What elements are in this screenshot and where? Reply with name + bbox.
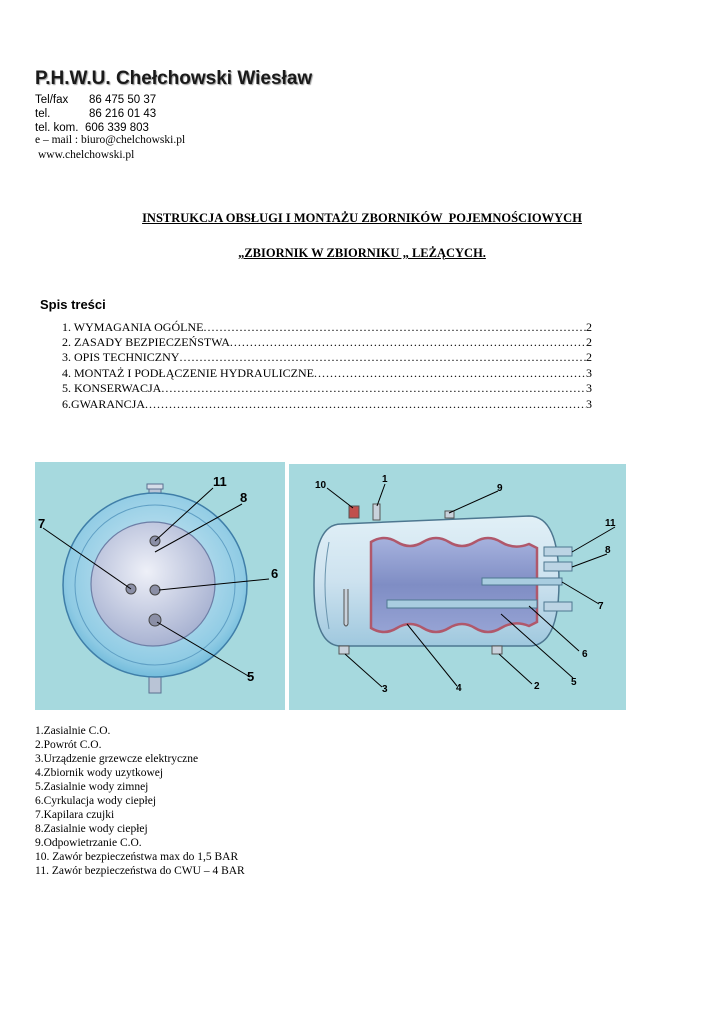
toc-entry[interactable] xyxy=(62,366,592,381)
contact-row-telfax xyxy=(35,93,156,107)
toc-entry-label: 2. ZASADY BEZPIECZEŃSTWA xyxy=(62,335,230,349)
website-link[interactable]: www.chelchowski.pl xyxy=(38,149,135,161)
heater-element xyxy=(344,589,348,626)
legend-item: 2.Powrót C.O. xyxy=(35,739,102,751)
foot xyxy=(492,646,502,654)
legend-item: 10. Zawór bezpieczeństwa max do 1,5 BAR xyxy=(35,851,239,863)
safety-valve xyxy=(349,506,359,518)
inner-pipe xyxy=(387,600,537,608)
tank-section-diagram xyxy=(289,464,626,710)
callout-1: 1 xyxy=(382,474,388,485)
contact-label: tel. kom. xyxy=(35,122,79,134)
email-line[interactable]: e – mail : biuro@chelchowski.pl xyxy=(35,134,186,146)
outlet-pipe xyxy=(544,547,572,556)
document-title: INSTRUKCJA OBSŁUGI I MONTAŻU ZBORNIKÓW POJEMNOŚCIOWYCH xyxy=(142,211,582,225)
callout-5: 5 xyxy=(247,669,255,684)
inner-pipe xyxy=(482,578,562,585)
company-name: P.H.W.U. Chełchowski Wiesław xyxy=(35,68,313,89)
tank-front-diagram xyxy=(35,462,285,710)
foot xyxy=(339,646,349,654)
toc-page-number: 3 xyxy=(586,397,592,411)
toc-leader xyxy=(203,320,586,335)
top-fitting xyxy=(373,504,380,520)
vent-fitting xyxy=(445,511,454,518)
callout-7: 7 xyxy=(38,516,46,531)
toc-entry-label: 3. OPIS TECHNICZNY xyxy=(62,350,180,364)
toc-entry-label: 6.GWARANCJA xyxy=(62,397,146,411)
toc-leader xyxy=(179,350,586,365)
legend-item: 5.Zasialnie wody zimnej xyxy=(35,781,149,793)
connection-hole xyxy=(149,614,161,626)
legend-item: 9.Odpowietrzanie C.O. xyxy=(35,837,142,849)
contact-row-tel xyxy=(35,107,156,121)
callout-6: 6 xyxy=(271,566,279,581)
contact-label: tel. xyxy=(35,108,51,120)
toc-entry[interactable] xyxy=(62,397,592,412)
outlet-pipe xyxy=(544,602,572,611)
callout-2: 2 xyxy=(534,681,540,692)
document-subtitle: „ZBIORNIK W ZBIORNIKU „ LEŻĄCYCH. xyxy=(238,246,486,260)
legend-item: 8.Zasialnie wody ciepłej xyxy=(35,823,148,835)
toc-entry[interactable] xyxy=(62,381,592,396)
figure-front-view xyxy=(35,462,285,710)
callout-3: 3 xyxy=(382,684,388,695)
callout-6: 6 xyxy=(582,649,588,660)
legend-item: 7.Kapilara czujki xyxy=(35,809,115,821)
toc-leader xyxy=(230,335,586,350)
legend-item: 11. Zawór bezpieczeństwa do CWU – 4 BAR xyxy=(35,865,245,877)
callout-5: 5 xyxy=(571,677,577,688)
toc-entry-label: 5. KONSERWACJA xyxy=(62,381,162,395)
toc-leader xyxy=(161,381,586,396)
callout-9: 9 xyxy=(497,483,503,494)
toc-leader xyxy=(314,366,586,381)
callout-11: 11 xyxy=(605,518,616,529)
connection-hole xyxy=(150,585,160,595)
callout-10: 10 xyxy=(315,480,327,491)
toc-page-number: 2 xyxy=(586,350,592,364)
contact-label: Tel/fax xyxy=(35,94,69,106)
callout-4: 4 xyxy=(456,683,462,694)
toc-page-number: 3 xyxy=(586,366,592,380)
legend-item: 6.Cyrkulacja wody ciepłej xyxy=(35,795,157,807)
toc-leader xyxy=(145,397,586,412)
contact-row-mobile xyxy=(35,121,149,135)
toc-page-number: 2 xyxy=(586,320,592,334)
callout-11: 11 xyxy=(213,474,227,489)
toc-entry[interactable] xyxy=(62,335,592,350)
legend-item: 1.Zasialnie C.O. xyxy=(35,725,111,737)
toc-heading: Spis treści xyxy=(40,297,106,312)
contact-value: 606 339 803 xyxy=(85,122,149,134)
figure-side-section xyxy=(289,464,626,710)
legend-item: 3.Urządzenie grzewcze elektryczne xyxy=(35,753,199,765)
toc-entry-label: 4. MONTAŻ I PODŁĄCZENIE HYDRAULICZNE xyxy=(62,366,315,380)
toc-page-number: 2 xyxy=(586,335,592,349)
legend-item: 4.Zbiornik wody uzytkowej xyxy=(35,767,164,779)
toc-entry[interactable] xyxy=(62,350,592,365)
outlet-pipe xyxy=(544,562,572,571)
toc-entry[interactable] xyxy=(62,320,592,335)
toc-page-number: 3 xyxy=(586,381,592,395)
callout-8: 8 xyxy=(605,545,611,556)
toc-entry-label: 1. WYMAGANIA OGÓLNE xyxy=(62,320,204,334)
callout-7: 7 xyxy=(598,601,604,612)
callout-8: 8 xyxy=(240,490,248,505)
contact-value: 86 216 01 43 xyxy=(89,108,157,120)
contact-value: 86 475 50 37 xyxy=(89,94,157,106)
